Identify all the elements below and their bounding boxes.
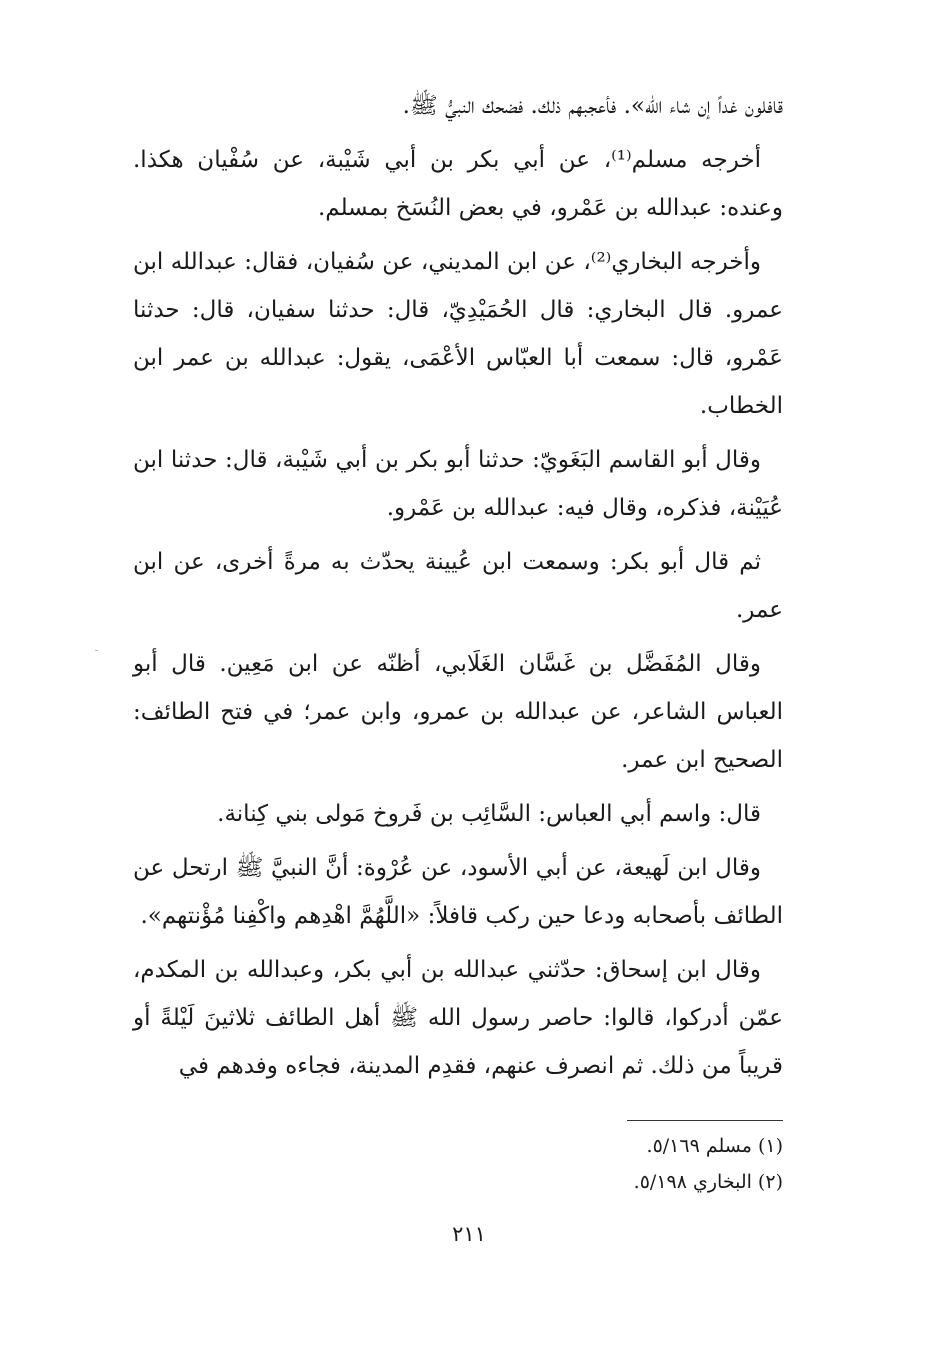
paragraph-3: وأخرجه البخاري⁽²⁾، عن ابن المديني، عن سُفيان، فقال: عبدالله ابن عمرو. قال البخاري: قال الحُمَيْدِيّ، قال: حدثنا سفيان، قال: حدثنا عَمْرو، قال: سمعت أبا العبّاس الأعْمَى، يقول: عبدالله بن عمر ابن الخطاب.	[133, 249, 783, 419]
footnote-1: (١) مسلم ٥/١٦٩.	[646, 1135, 783, 1157]
paragraph-2: أخرجه مسلم⁽¹⁾، عن أبي بكر بن أبي شَيْبة، عن سُفْيان هكذا. وعنده: عبدالله بن عَمْرو، في بعض النُسَخ بمسلم.	[133, 147, 783, 221]
footnote-divider	[627, 1120, 783, 1121]
paragraph-9: وقال ابن إسحاق: حدّثني عبدالله بن أبي بكر، وعبدالله بن المكدم، عمّن أدركوا، قالوا: حاصر رسول الله ﷺ أهل الطائف ثلاثينَ لَيْلةً أو قريباً من ذلك. ثم انصرف عنهم، فقدِم المدينة، فجاءه وفدهم في	[133, 957, 783, 1079]
paragraph-4: وقال أبو القاسم البَغَويّ: حدثنا أبو بكر بن أبي شَيْبة، قال: حدثنا ابن عُيَيْنة، فذكره، وقال فيه: عبدالله بن عَمْرو.	[133, 447, 783, 521]
paragraph-6: وقال المُفَضَّل بن غَسَّان الغَلَابي، أظنّه عن ابن مَعِين. قال أبو العباس الشاعر، عن عبدالله بن عمرو، وابن عمر؛ في فتح الطائف: الصحيح ابن عمر.	[133, 651, 783, 773]
page-number: ٢١١	[452, 1222, 486, 1246]
main-text	[133, 82, 783, 1096]
scan-speck	[95, 650, 98, 651]
paragraph-5: ثم قال أبو بكر: وسمعت ابن عُيينة يحدّث به مرةً أخرى، عن ابن عمر.	[133, 549, 783, 623]
paragraph-1: قافلون غداً إن شاء الله». فأعجبهم ذلك. فضحك النبيُّ ﷺ.	[402, 93, 783, 119]
footnote-2: (٢) البخاري ٥/١٩٨.	[633, 1171, 783, 1193]
paragraph-8: وقال ابن لَهيعة، عن أبي الأسود، عن عُرْوة: أنَّ النبيَّ ﷺ ارتحل عن الطائف بأصحابه ودعا حين ركب قافلاً: «اللَّهُمَّ اهْدِهم واكْفِنا مُؤْنتهم».	[133, 855, 783, 929]
paragraph-7: قال: واسم أبي العباس: السَّائِب بن فَروخ مَولى بني كِنانة.	[217, 801, 761, 827]
footnotes	[163, 1128, 783, 1200]
